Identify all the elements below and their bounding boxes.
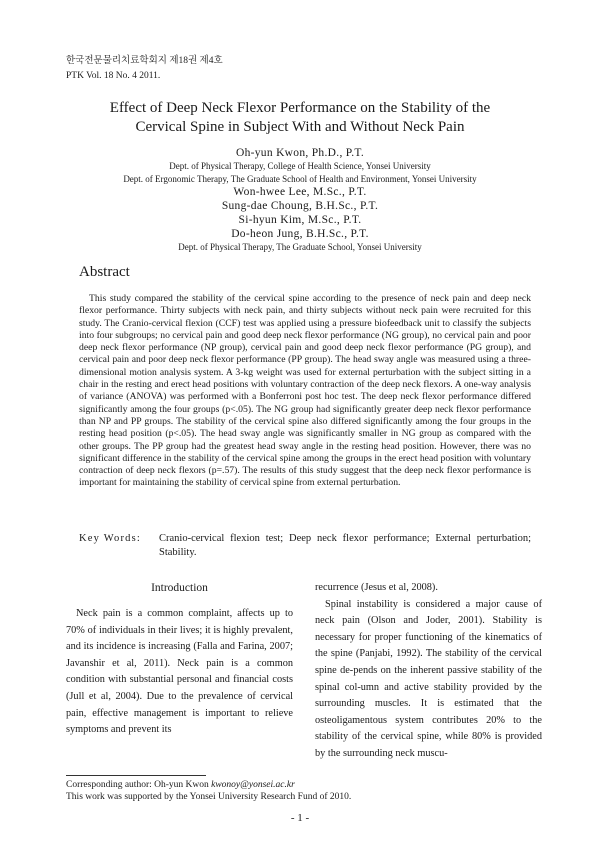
author-affiliation: Dept. of Physical Therapy, The Graduate School, Yonsei University: [178, 242, 422, 252]
page-number: - 1 -: [290, 812, 310, 824]
paper-title-line1: Effect of Deep Neck Flexor Performance on the Stability of the: [109, 100, 491, 116]
intro-column-left: [66, 580, 293, 739]
intro-paragraph: Neck pain is a common complaint, affects up to 70% of individuals in their lives; it is highly prevalent, and its incidence is increasing (Falla and Farina, 2007; Javanshir et al, 2011). Neck pain is a common condition with substantial personal and financial costs (Jull et al, 2004). Due to the prevalence of cervical pain, effective management is important to relieve symptoms and prevent its: [66, 608, 293, 736]
author-name: Oh-yun Kwon, Ph.D., P.T.: [235, 147, 365, 159]
keywords: [79, 532, 531, 558]
author-name: Won-hwee Lee, M.Sc., P.T.: [233, 186, 367, 198]
keywords-label: Key Words:: [79, 533, 141, 544]
journal-info: PTK Vol. 18 No. 4 2011.: [66, 71, 161, 81]
introduction-heading: Introduction: [151, 582, 208, 594]
intro-paragraph: Spinal instability is considered a major cause of neck pain (Olson and Joder, 2001). Stability is necessary for proper functioning of the kinematics of the spine (Panjabi, 1992). The stability of the cervical spine de-pends on the inherent passive stability of the spinal col-umn and active stability provided by the surrounding muscles. It is estimated that the osteoligamentous system contributes 20% to the stability of the cervical spine, while 80% is provided by the surrounding neck muscu-: [315, 598, 542, 759]
corresponding-author: [66, 779, 295, 791]
keywords-text: Cranio-cervical flexion test; Deep neck flexor performance; External perturbation; Stability.: [159, 533, 531, 558]
author-name: Do-heon Jung, B.H.Sc., P.T.: [231, 228, 369, 240]
footnote-divider: [66, 775, 206, 776]
abstract-text: This study compared the stability of the cervical spine according to the presence of neck pain and deep neck flexor performance. Thirty subjects with neck pain, and thirty subjects without neck pain were recruited for this study. The Cranio-cervical flexion (CCF) test was applied using a pressure biofeedback unit to classify the subjects into four subgroups; no cervical pain and good deep neck flexor performance (NG group), no cervical pain and poor deep neck flexor performance (NP group), cervical pain and good deep neck flexor performance (PG group), and cervical pain and poor deep neck flexor performance (PP group). The head sway angle was measured using a three-dimensional motion analysis system. A 3-kg weight was used for external perturbation with the subject sitting in a chair in the resting and erect head positions with voluntary contraction of the deep neck flexors. A one-way analysis of variance (ANOVA) was performed with a Bonferroni post hoc test. The deep neck flexor performance differed significantly among the four groups (p<.05). The NG group had significantly greater deep neck flexor performance than NP and PP groups. The stability of the cervical spine also differed significantly among the four groups in the resting head position (p<.05). The head sway angle was significantly smaller in NG group as compared with the other groups. The PP group had the greatest head sway angle in the resting head position. However, there was no significant difference in the stability of the cervical spine among the groups in the erect head position with voluntary contraction of deep neck flexors (p=.57). The results of this study suggest that the deep neck flexor performance is important for maintaining the stability of cervical spine from external perturbation.: [79, 293, 531, 489]
author-affiliation: Dept. of Physical Therapy, College of Health Science, Yonsei University: [169, 161, 431, 171]
journal-korean: 한국전문물리치료학회지 제18권 제4호: [66, 56, 223, 66]
author-name: Sung-dae Choung, B.H.Sc., P.T.: [221, 200, 379, 212]
author-email: kwonoy@yonsei.ac.kr: [211, 780, 295, 790]
author-name: Si-hyun Kim, M.Sc., P.T.: [238, 214, 362, 226]
author-affiliation: Dept. of Ergonomic Therapy, The Graduate School of Health and Environment, Yonsei University: [123, 174, 477, 184]
funding-note: This work was supported by the Yonsei University Research Fund of 2010.: [66, 792, 352, 802]
corresponding-label: Corresponding author: Oh-yun Kwon: [66, 780, 212, 790]
intro-paragraph: recurrence (Jesus et al, 2008).: [315, 582, 438, 593]
abstract-heading: Abstract: [79, 264, 130, 280]
paper-title-line2: Cervical Spine in Subject With and Without Neck Pain: [135, 119, 465, 135]
intro-column-right: [315, 580, 542, 763]
